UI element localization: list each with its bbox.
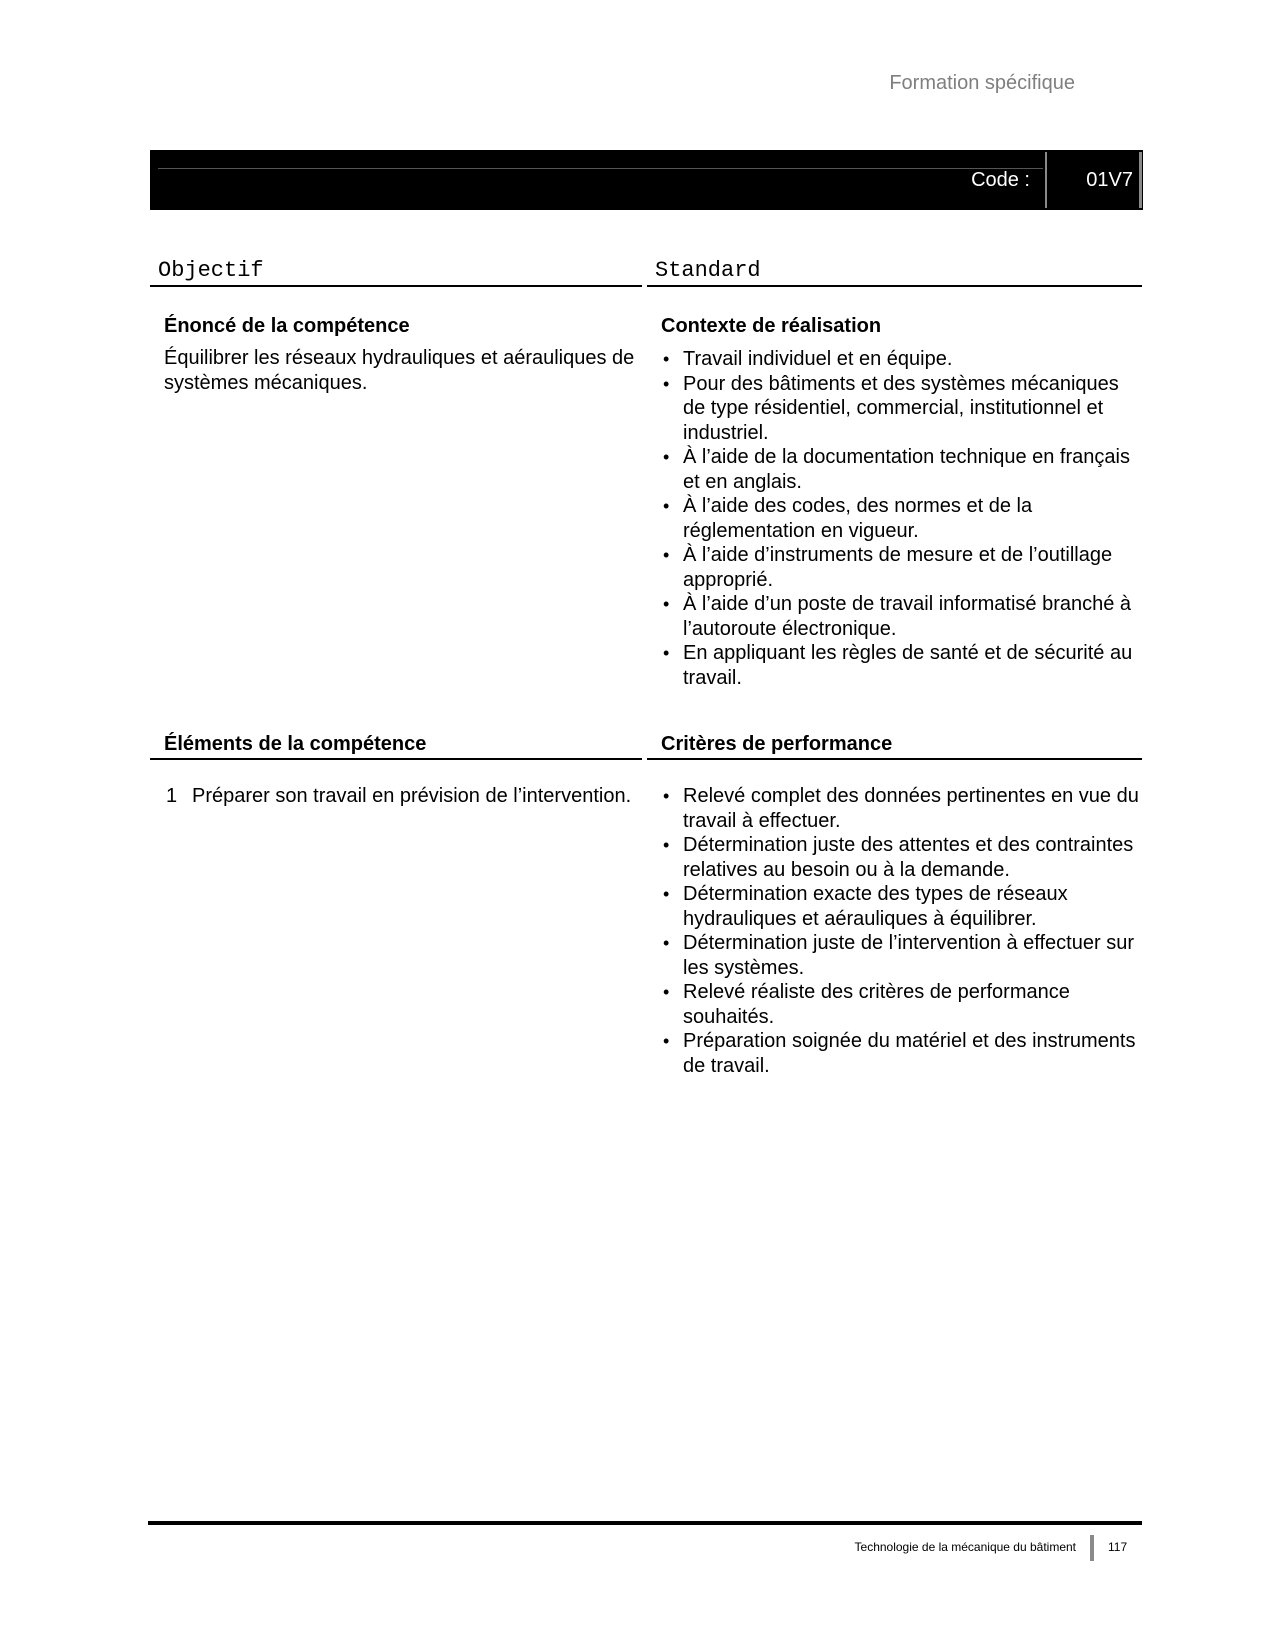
- contexte-title: Contexte de réalisation: [661, 315, 882, 337]
- list-item: [164, 784, 642, 809]
- bullet-icon: •: [663, 447, 670, 467]
- list-item: • Détermination exacte des types de réseaux hydrauliques et aérauliques à équilibrer.: [663, 883, 1068, 930]
- list-item: • Travail individuel et en équipe.: [663, 348, 953, 370]
- bullet-icon: •: [663, 349, 670, 369]
- bullet-icon: •: [663, 545, 670, 565]
- standard-section: [647, 258, 1142, 287]
- list-item: • En appliquant les règles de santé et de sécurité au travail.: [663, 642, 1133, 689]
- enonce-text: Équilibrer les réseaux hydrauliques et aérauliques de systèmes mécaniques.: [164, 347, 635, 394]
- contexte-block: [647, 315, 1142, 690]
- list-item: • Relevé complet des données pertinentes en vue du travail à effectuer.: [663, 785, 1139, 832]
- enonce-title: Énoncé de la compétence: [164, 315, 410, 337]
- bullet-icon: •: [663, 884, 670, 904]
- bullet-icon: •: [663, 594, 670, 614]
- list-item: • À l’aide d’instruments de mesure et de l’outillage approprié.: [663, 544, 1113, 591]
- contexte-list: [647, 347, 1142, 690]
- criteres-section: [647, 733, 1142, 760]
- criteres-list: [647, 784, 1142, 1078]
- code-bar: [150, 150, 1143, 210]
- list-item: • À l’aide d’un poste de travail informatisé branché à l’autoroute électronique.: [663, 593, 1132, 640]
- bullet-icon: •: [663, 835, 670, 855]
- standard-heading: Standard: [647, 258, 1142, 287]
- list-item: • Relevé réaliste des critères de performance souhaités.: [663, 981, 1070, 1028]
- element-number: 1: [166, 785, 178, 807]
- element-text: Préparer son travail en prévision de l’intervention.: [192, 785, 632, 807]
- objectif-section: [150, 258, 642, 287]
- bullet-icon: •: [663, 786, 670, 806]
- bullet-icon: •: [663, 496, 670, 516]
- footer-rule: [148, 1521, 1142, 1525]
- footer-separator: [1090, 1535, 1094, 1561]
- list-item: • Préparation soignée du matériel et des instruments de travail.: [663, 1030, 1136, 1077]
- elements-heading: Éléments de la compétence: [150, 733, 642, 760]
- code-bar-rule: [158, 168, 1043, 169]
- enonce-block: [150, 315, 642, 395]
- bullet-icon: •: [663, 643, 670, 663]
- elements-block: [150, 784, 642, 809]
- page-number: 117: [1108, 1540, 1128, 1554]
- criteres-heading: Critères de performance: [647, 733, 1142, 760]
- elements-section: [150, 733, 642, 760]
- running-header: Formation spécifique: [889, 72, 1075, 94]
- criteres-block: [647, 784, 1142, 1078]
- code-value: 01V7: [1086, 169, 1133, 191]
- code-separator: [1045, 152, 1047, 208]
- list-item: • Détermination juste des attentes et des contraintes relatives au besoin ou à la demande.: [663, 834, 1134, 881]
- footer-title: Technologie de la mécanique du bâtiment: [854, 1540, 1076, 1554]
- elements-list: [150, 784, 642, 809]
- list-item: • À l’aide de la documentation technique en français et en anglais.: [663, 446, 1130, 493]
- bullet-icon: •: [663, 933, 670, 953]
- bullet-icon: •: [663, 1031, 670, 1051]
- bullet-icon: •: [663, 982, 670, 1002]
- objectif-heading: Objectif: [150, 258, 642, 287]
- bullet-icon: •: [663, 373, 670, 394]
- list-item: • À l’aide des codes, des normes et de la réglementation en vigueur.: [663, 495, 1033, 542]
- code-bar-edge: [1139, 152, 1142, 208]
- list-item: • Pour des bâtiments et des systèmes mécaniques de type résidentiel, commercial, institutionnel et industriel.: [663, 372, 1119, 444]
- list-item: • Détermination juste de l’intervention à effectuer sur les systèmes.: [663, 932, 1134, 979]
- code-label: Code :: [971, 169, 1030, 191]
